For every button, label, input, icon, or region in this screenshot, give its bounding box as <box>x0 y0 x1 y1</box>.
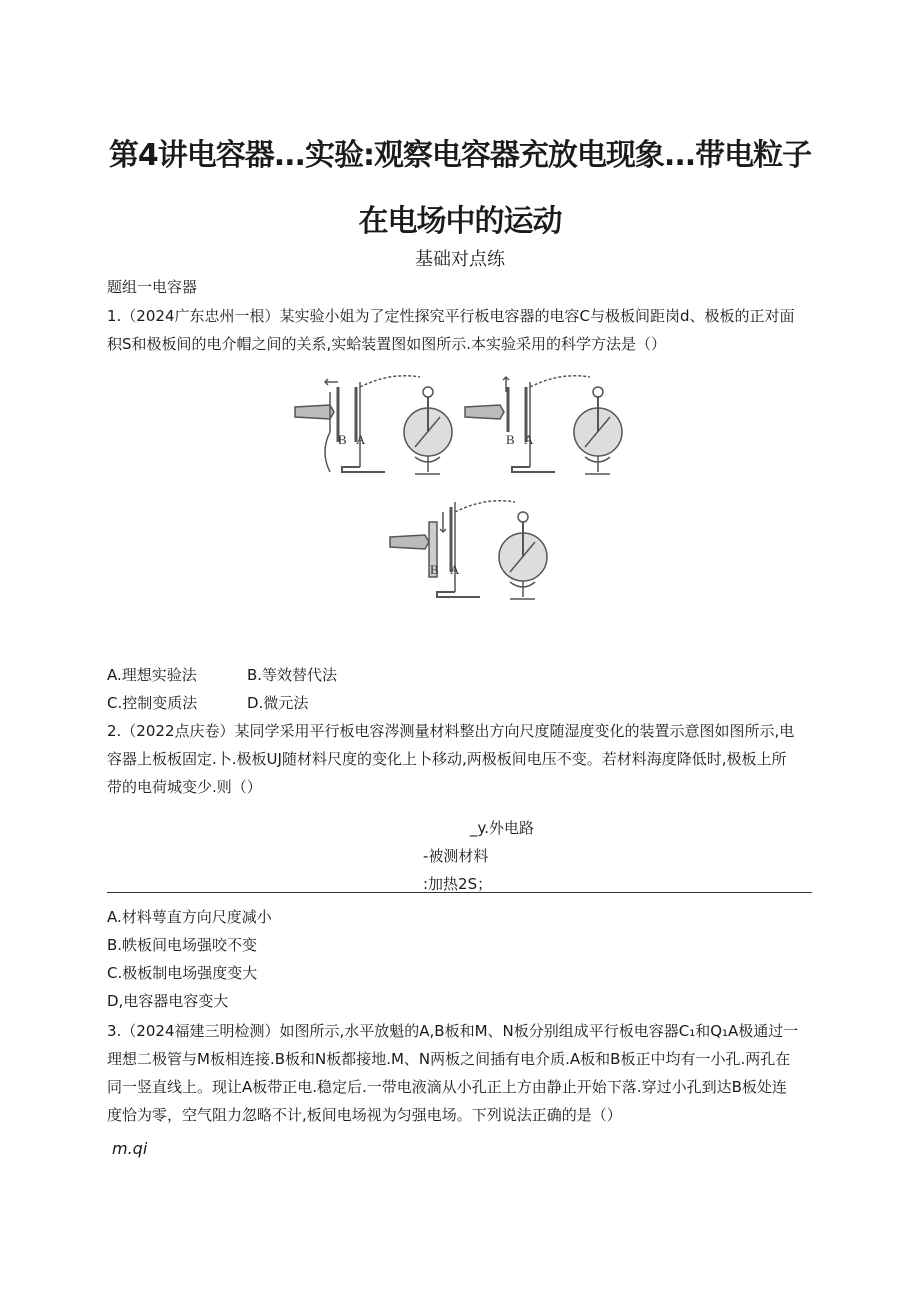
title-line-2: 在电场中的运动 <box>358 204 562 239</box>
setup-1 <box>295 376 452 474</box>
q2-figure-baseline <box>107 892 812 893</box>
q1-option-a: A.理想实验法 <box>107 666 197 684</box>
title-line-1: 第4讲电容器...实验:观察电容器充放电现象...带电粒子 <box>108 138 812 173</box>
label-b-1: B <box>338 432 347 447</box>
q1-option-c: C.控制变质法 <box>107 694 198 712</box>
label-a-3: A <box>450 562 460 577</box>
q2-option-c: C.极板制电场强度变大 <box>107 964 258 982</box>
q2-option-b: B.帙板间电场强咬不变 <box>107 936 258 954</box>
q1-text-line-2: 积S和极板间的电介帽之间的关系,实蛤装置图如图所示.本实验采用的科学方法是（） <box>107 335 667 353</box>
q3-figure-label: m.qi <box>112 1139 148 1158</box>
hand-icon <box>390 535 429 549</box>
q1-text-line-1: 1.（2024广东忠州一根）某实验小姐为了定性探究平行板电容器的电容C与极板间距岗d、极板的正对面 <box>107 307 795 325</box>
q3-text-line-3: 同一竖直线上。现让A板带正电.稳定后.一带电液滴从小孔正上方由静止开始下落.穿过小孔到达B板处连 <box>107 1078 787 1096</box>
setup-2 <box>465 376 622 474</box>
section-heading: 题组一电容器 <box>107 278 198 296</box>
q2-text-line-2: 容器上板板固定.卜.极板UJ随材料尺度的变化上卜移动,两极板间电压不变。若材料海度降低时,极板上所 <box>107 750 787 768</box>
q1-option-d: D.微元法 <box>247 694 309 712</box>
label-b-2: B <box>506 432 515 447</box>
q1-option-b: B.等效替代法 <box>247 666 338 684</box>
q2-option-d: D,电容器电容变大 <box>107 992 229 1010</box>
q3-text-line-2: 理想二极管与M板相连接.B板和N板都接地.M、N两板之间插有电介质.A板和B板正中均有一小孔.两孔在 <box>107 1050 791 1068</box>
q2-label-material: -被测材料 <box>423 847 489 865</box>
q3-text-line-1: 3.（2024福建三明检测）如图所示,水平放魁的A,B板和M、N板分别组成平行板电容器C₁和Q₁A极通过一 <box>107 1022 799 1040</box>
hand-icon <box>295 405 334 419</box>
q2-text-line-1: 2.（2022点庆卷）某同学采用平行板电容涔测量材料整出方向尺度随湿度变化的装置示意图如图所示,电 <box>107 722 795 740</box>
subtitle: 基础对点练 <box>415 249 505 270</box>
hand-icon <box>465 405 504 419</box>
q2-label-heating: :加热2S； <box>423 875 493 893</box>
q2-option-a: A.材料萼直方向尺度减小 <box>107 908 272 926</box>
q3-text-line-4: 度恰为零，空气阻力忽略不计,板间电场视为匀强电场。下列说法正确的是（） <box>107 1106 622 1124</box>
q1-figure <box>290 372 630 617</box>
label-a-2: A <box>524 432 534 447</box>
setup-3 <box>390 501 547 599</box>
q2-label-external-circuit: _y.外电路 <box>470 819 535 837</box>
label-a-1: A <box>356 432 366 447</box>
label-b-3: B <box>430 562 439 577</box>
q2-text-line-3: 带的电荷城变少.则（） <box>107 778 262 796</box>
